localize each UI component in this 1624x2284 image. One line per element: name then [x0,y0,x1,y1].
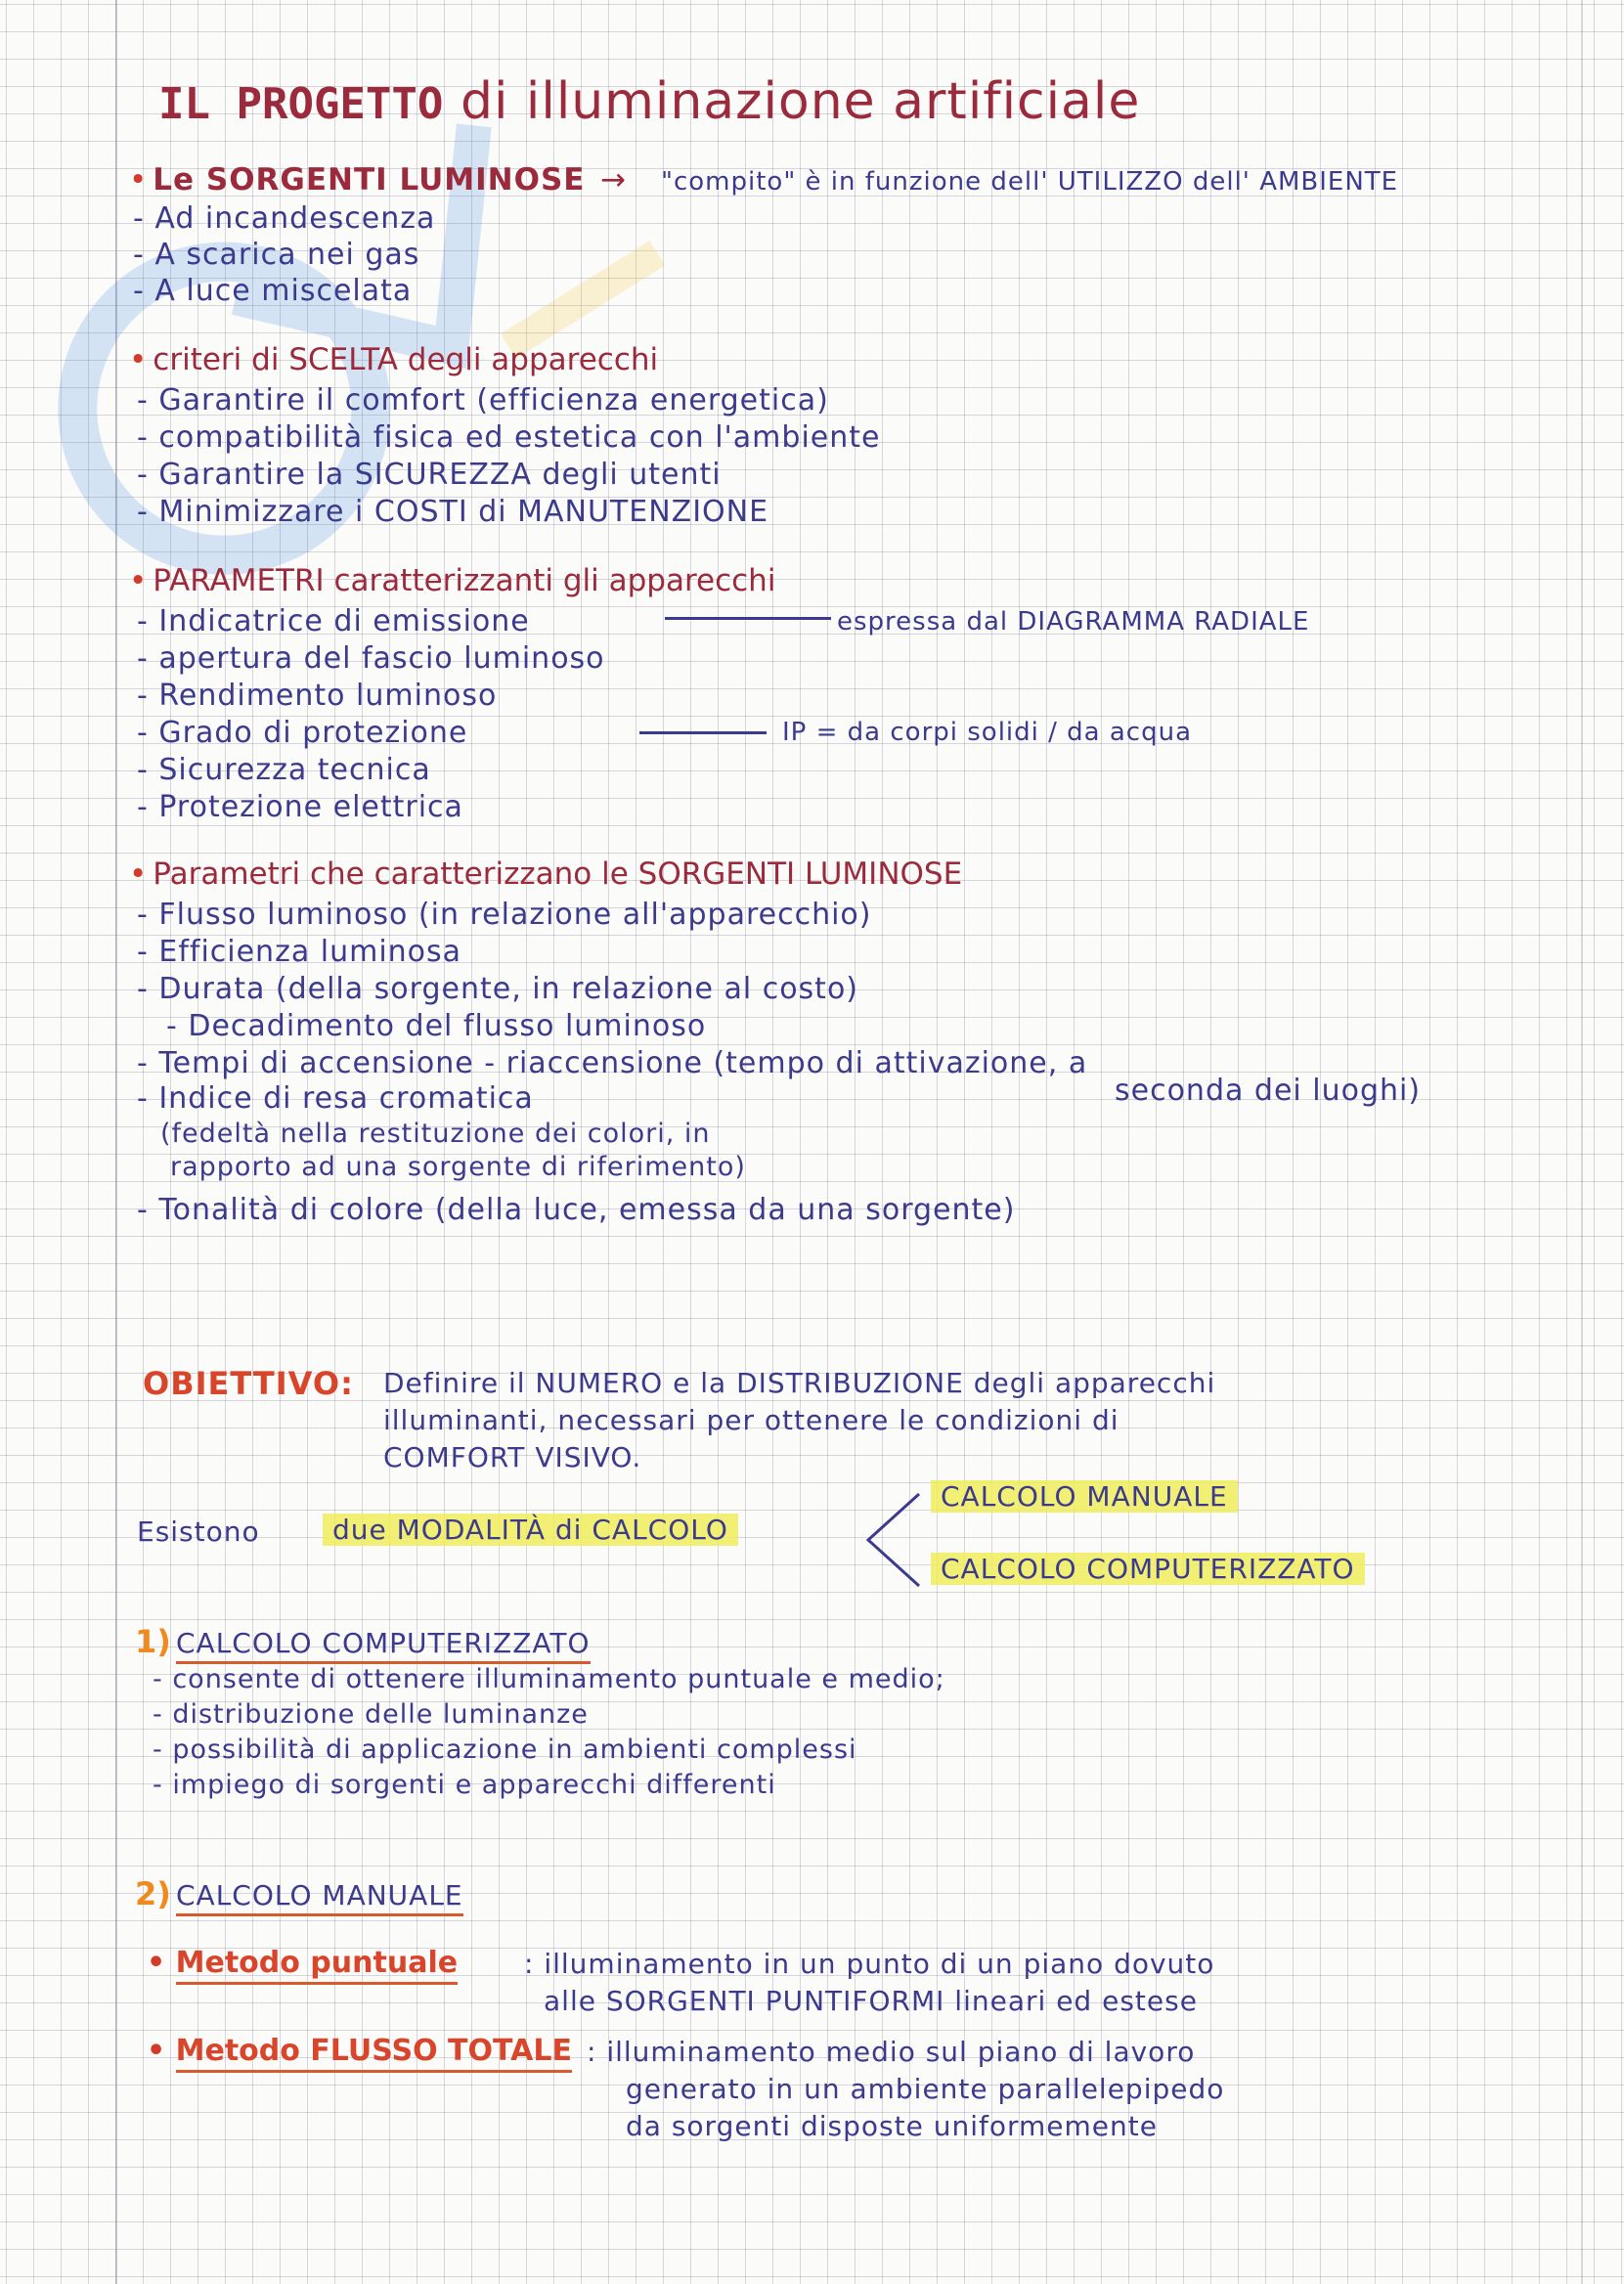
list-item: - Tonalità di colore (della luce, emessa da una sorgente) [137,1193,1016,1227]
list-item: - A scarica nei gas [133,238,420,272]
method-point-desc: alle SORGENTI PUNTIFORMI lineari ed estese [544,1985,1198,2017]
list-item: - Flusso luminoso (in relazione all'apparecchio) [137,898,872,932]
right-edge-line [1581,0,1583,2284]
arrow-line [665,617,831,620]
method-option: CALCOLO COMPUTERIZZATO [931,1553,1365,1585]
list-item: - Protezione elettrica [137,790,463,824]
method-point-desc: : illuminamento in un punto di un piano dovuto [524,1948,1215,1980]
method-total-flux-label: • Metodo FLUSSO TOTALE [147,2034,572,2068]
list-item: - Minimizzare i COSTI di MANUTENZIONE [137,495,769,529]
list-item: - Decadimento del flusso luminoso [166,1009,707,1043]
list-item: - Garantire la SICUREZZA degli utenti [137,458,722,492]
list-item: - Garantire il comfort (efficienza energetica) [137,383,829,417]
list-item: - Tempi di accensione - riaccensione (tempo di attivazione, a [137,1046,1088,1080]
method-option: CALCOLO MANUALE [931,1480,1238,1513]
ip-note: IP = da corpi solidi / da acqua [782,718,1193,747]
objective-line: illuminanti, necessari per ottenere le condizioni di [383,1404,1119,1436]
method-total-flux-desc: generato in un ambiente parallelepipedo [626,2073,1225,2105]
computerized-heading: 1) CALCOLO COMPUTERIZZATO [135,1623,591,1660]
list-item: - compatibilità fisica ed estetica con l'ambiente [137,420,881,455]
arrow-line [639,731,767,734]
list-item: - possibilità di applicazione in ambienti complessi [153,1735,857,1765]
methods-lead: Esistono [137,1515,260,1548]
title-prefix: IL PROGETTO [158,79,444,129]
methods-highlight: due MODALITÀ di CALCOLO [323,1514,738,1546]
list-item: - Ad incandescenza [133,201,436,236]
list-item: - Efficienza luminosa [137,935,462,969]
branch-bracket-icon [860,1486,929,1594]
section-device-parameters-heading: • PARAMETRI caratterizzanti gli apparecchi [129,563,776,598]
list-item: - Indice di resa cromatica [137,1081,534,1116]
objective-label: OBIETTIVO: [143,1365,354,1402]
objective-line: Definire il NUMERO e la DISTRIBUZIONE degli apparecchi [383,1367,1216,1399]
list-item: - Rendimento luminoso [137,679,498,713]
list-item-continued: seconda dei luoghi) [1115,1074,1422,1108]
list-item: - distribuzione delle luminanze [153,1699,589,1730]
list-item: - Indicatrice di emissione [137,604,530,638]
section-source-parameters-heading: • Parametri che caratterizzano le SORGENTI LUMINOSE [129,856,963,892]
list-item: - consente di ottenere illuminamento puntuale e medio; [153,1664,945,1694]
manual-heading: 2) CALCOLO MANUALE [135,1875,463,1912]
list-item: - Grado di protezione [137,716,468,750]
list-item: - apertura del fascio luminoso [137,641,605,676]
method-point-label: • Metodo puntuale [147,1946,458,1980]
section-light-sources-heading: • Le SORGENTI LUMINOSE [129,162,586,198]
list-item: - A luce miscelata [133,274,413,308]
list-item-note: rapporto ad una sorgente di riferimento) [170,1152,746,1182]
objective-line: COMFORT VISIVO. [383,1441,642,1473]
page-title [158,72,1140,131]
list-item: - Sicurezza tecnica [137,753,431,787]
radial-diagram-note: espressa dal DIAGRAMMA RADIALE [837,607,1310,637]
list-item: - impiego di sorgenti e apparecchi differenti [153,1770,776,1800]
section-criteria-heading: • criteri di SCELTA degli apparecchi [129,342,659,377]
list-item-note: (fedeltà nella restituzione dei colori, in [160,1119,711,1149]
sources-note: "compito" è in funzione dell' UTILIZZO dell' AMBIENTE [661,167,1399,197]
method-total-flux-desc: : illuminamento medio sul piano di lavoro [587,2036,1196,2068]
list-item: - Durata (della sorgente, in relazione al costo) [137,972,858,1006]
arrow-icon: → [600,162,626,198]
title-main: di illuminazione artificiale [460,72,1141,131]
method-total-flux-desc: da sorgenti disposte uniformemente [626,2110,1158,2142]
